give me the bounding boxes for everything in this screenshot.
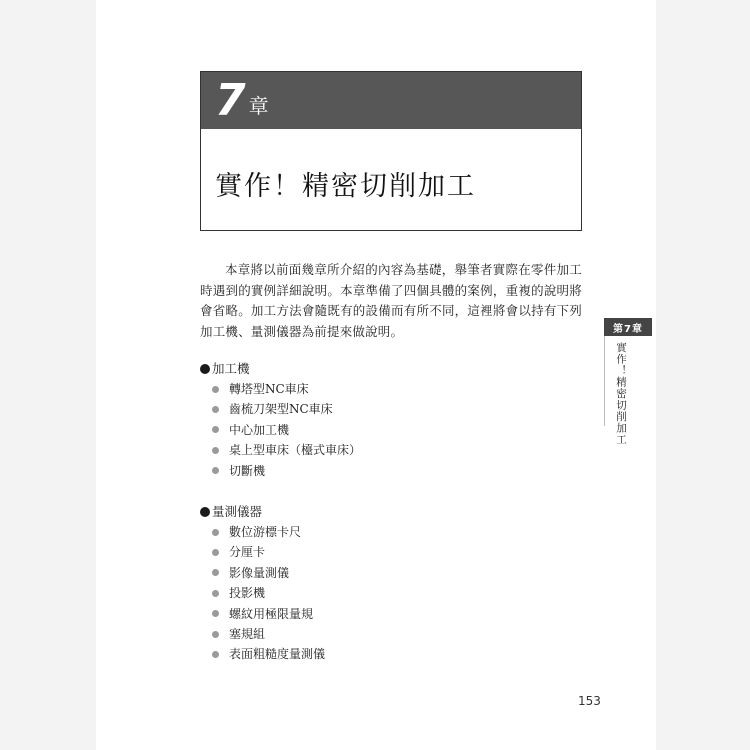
grey-bullet-icon bbox=[212, 386, 219, 393]
black-bullet-icon bbox=[200, 507, 210, 517]
instrument-list bbox=[198, 522, 578, 665]
grey-bullet-icon bbox=[212, 406, 219, 413]
list-item: 投影機 bbox=[198, 583, 578, 603]
list-item: 數位游標卡尺 bbox=[198, 522, 578, 542]
chapter-number-bar bbox=[201, 72, 581, 129]
intro-paragraph: 本章將以前面幾章所介紹的內容為基礎，舉筆者實際在零件加工時遇到的實例詳細說明。本章準備了四個具體的案例，重複的說明將會省略。加工方法會隨既有的設備而有所不同，這裡將會以持有下列加工機、量測儀器為前提來做說明。 bbox=[200, 262, 582, 339]
grey-bullet-icon bbox=[212, 467, 219, 474]
grey-bullet-icon bbox=[212, 610, 219, 617]
list-item: 齒梳刀架型NC車床 bbox=[198, 399, 578, 419]
chapter-word: 章 bbox=[248, 94, 269, 118]
section-instruments bbox=[198, 502, 578, 665]
grey-bullet-icon bbox=[212, 651, 219, 658]
list-item: 分厘卡 bbox=[198, 542, 578, 562]
grey-bullet-icon bbox=[212, 569, 219, 576]
list-item: 塞規組 bbox=[198, 624, 578, 644]
list-item: 表面粗糙度量測儀 bbox=[198, 644, 578, 664]
list-item: 影像量測儀 bbox=[198, 563, 578, 583]
chapter-side-tab: 第7章 bbox=[604, 318, 652, 336]
chapter-header-box bbox=[200, 71, 582, 231]
list-item: 切斷機 bbox=[198, 461, 578, 481]
chapter-number: 7 bbox=[215, 75, 245, 126]
grey-bullet-icon bbox=[212, 631, 219, 638]
side-chapter-title: 實作！精密切削加工 bbox=[615, 342, 627, 446]
grey-bullet-icon bbox=[212, 447, 219, 454]
list-item: 中心加工機 bbox=[198, 420, 578, 440]
grey-bullet-icon bbox=[212, 549, 219, 556]
section-heading: 量測儀器 bbox=[198, 502, 578, 522]
page-number: 153 bbox=[578, 694, 601, 708]
grey-bullet-icon bbox=[212, 529, 219, 536]
section-machines bbox=[198, 359, 578, 481]
list-item: 螺紋用極限量規 bbox=[198, 604, 578, 624]
machine-list bbox=[198, 379, 578, 481]
section-heading: 加工機 bbox=[198, 359, 578, 379]
black-bullet-icon bbox=[200, 364, 210, 374]
grey-bullet-icon bbox=[212, 426, 219, 433]
list-item: 桌上型車床（檯式車床） bbox=[198, 440, 578, 460]
list-item: 轉塔型NC車床 bbox=[198, 379, 578, 399]
side-divider bbox=[604, 336, 605, 426]
grey-bullet-icon bbox=[212, 590, 219, 597]
chapter-title: 實作！精密切削加工 bbox=[215, 171, 476, 202]
